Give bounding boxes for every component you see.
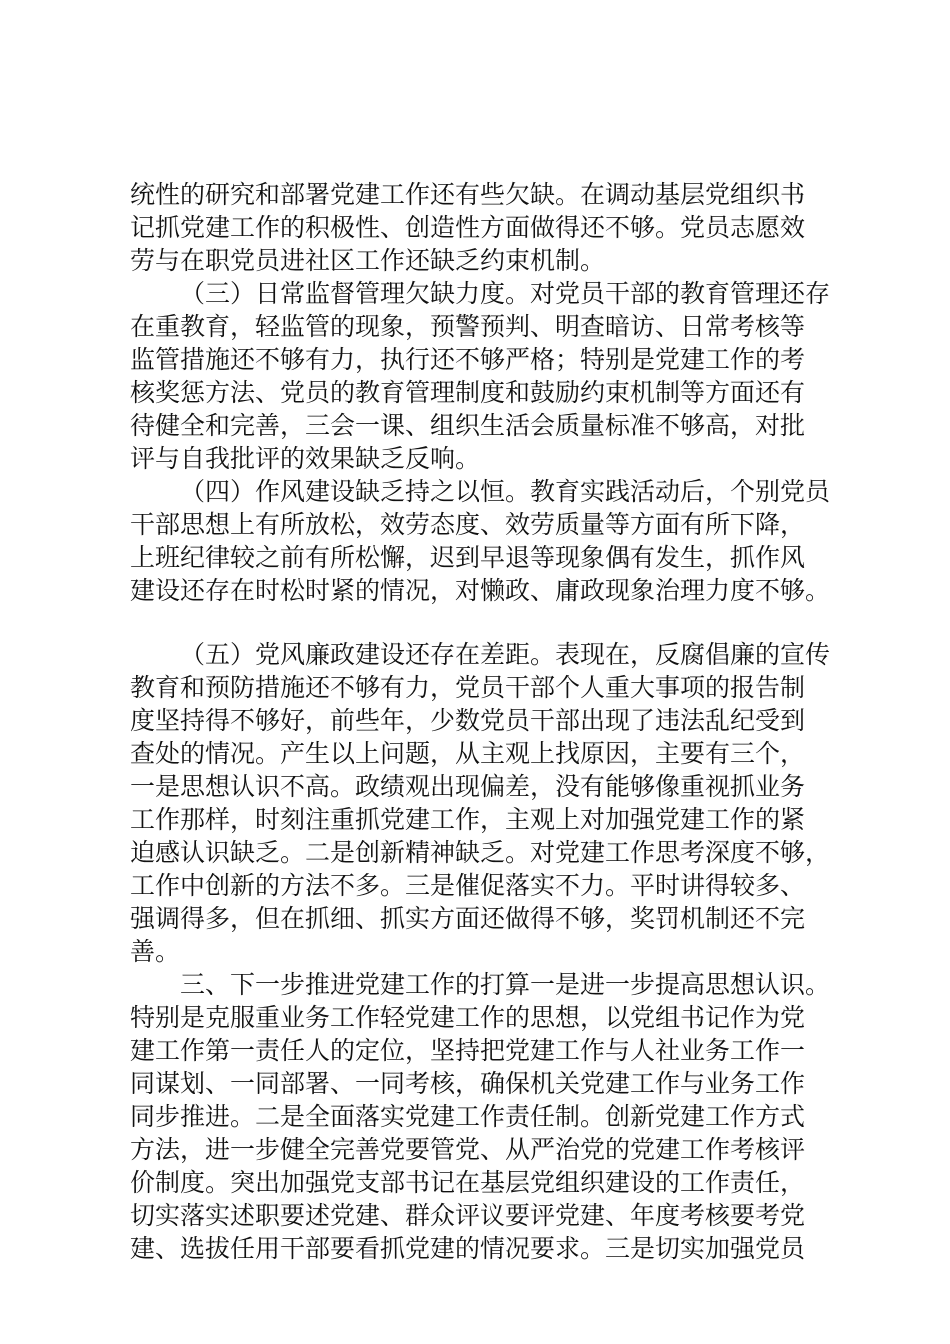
text-line: 度坚持得不够好，前些年，少数党员干部出现了违法乱纪受到 — [130, 706, 806, 735]
text-line: 一是思想认识不高。政绩观出现偏差，没有能够像重视抓业务 — [130, 772, 806, 801]
text-line: 干部思想上有所放松，效劳态度、效劳质量等方面有所下降， — [130, 510, 806, 539]
text-line: 切实落实述职要述党建、群众评议要评党建、年度考核要考党 — [130, 1201, 806, 1230]
text-line: 评与自我批评的效果缺乏反响。 — [130, 444, 481, 473]
text-line: 方法，进一步健全完善党要管党、从严治党的党建工作考核评 — [130, 1135, 806, 1164]
text-line: 迫感认识缺乏。二是创新精神缺乏。对党建工作思考深度不够， — [130, 838, 831, 867]
text-line: 待健全和完善，三会一课、组织生活会质量标准不够高，对批 — [130, 411, 806, 440]
text-line: 劳与在职党员进社区工作还缺乏约束机制。 — [130, 246, 606, 275]
text-line: 在重教育，轻监管的现象，预警预判、明查暗访、日常考核等 — [130, 312, 806, 341]
text-line: （四）作风建设缺乏持之以恒。教育实践活动后，个别党员 — [180, 477, 831, 506]
text-line: 统性的研究和部署党建工作还有些欠缺。在调动基层党组织书 — [130, 180, 806, 209]
text-line: （三）日常监督管理欠缺力度。对党员干部的教育管理还存 — [180, 279, 831, 308]
text-line: 记抓党建工作的积极性、创造性方面做得还不够。党员志愿效 — [130, 213, 806, 242]
text-line: 建设还存在时松时紧的情况，对懒政、庸政现象治理力度不够。 — [130, 576, 831, 605]
text-line: 同谋划、一同部署、一同考核，确保机关党建工作与业务工作 — [130, 1069, 806, 1098]
text-line: 价制度。突出加强党支部书记在基层党组织建设的工作责任， — [130, 1168, 806, 1197]
text-line: 上班纪律较之前有所松懈，迟到早退等现象偶有发生，抓作风 — [130, 543, 806, 572]
text-line: 建工作第一责任人的定位，坚持把党建工作与人社业务工作一 — [130, 1036, 806, 1065]
text-line: 核奖惩方法、党员的教育管理制度和鼓励约束机制等方面还有 — [130, 378, 806, 407]
text-line: 工作中创新的方法不多。三是催促落实不力。平时讲得较多、 — [130, 871, 806, 900]
text-line: 监管措施还不够有力，执行还不够严格；特别是党建工作的考 — [130, 345, 806, 374]
text-line: 查处的情况。产生以上问题，从主观上找原因，主要有三个， — [130, 739, 806, 768]
text-line: 强调得多，但在抓细、抓实方面还做得不够，奖罚机制还不完 — [130, 904, 806, 933]
text-line: 特别是克服重业务工作轻党建工作的思想，以党组书记作为党 — [130, 1003, 806, 1032]
text-line: 教育和预防措施还不够有力，党员干部个人重大事项的报告制 — [130, 673, 806, 702]
text-line: 工作那样，时刻注重抓党建工作，主观上对加强党建工作的紧 — [130, 805, 806, 834]
text-line: 建、选拔任用干部要看抓党建的情况要求。三是切实加强党员 — [130, 1234, 806, 1263]
text-line: 三、下一步推进党建工作的打算一是进一步提高思想认识。 — [180, 970, 831, 999]
text-line: 善。 — [130, 937, 181, 966]
text-line: 同步推进。二是全面落实党建工作责任制。创新党建工作方式 — [130, 1102, 806, 1131]
text-line: （五）党风廉政建设还存在差距。表现在，反腐倡廉的宣传 — [180, 640, 831, 669]
